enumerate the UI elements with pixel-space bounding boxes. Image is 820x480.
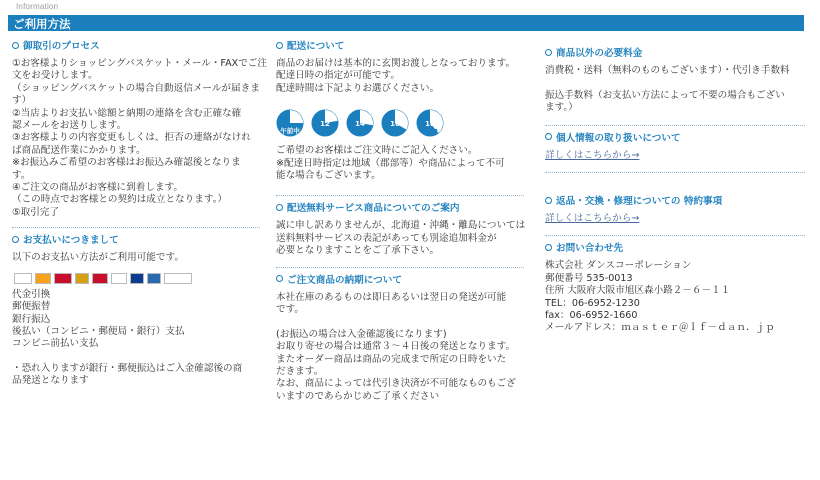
column-right bbox=[545, 47, 805, 335]
circle-bullet-icon bbox=[276, 275, 283, 282]
delivery-text bbox=[276, 58, 524, 95]
text-line: fax：06-6952-1660 bbox=[545, 310, 638, 322]
delivery-time-badge bbox=[381, 109, 409, 137]
card-logo-saison bbox=[130, 273, 144, 284]
card-logo-amex bbox=[147, 273, 161, 284]
payment-method-item: 代金引換 bbox=[12, 288, 51, 300]
card-logos bbox=[12, 273, 260, 287]
text-line: 文をお受けします。 bbox=[12, 70, 98, 82]
text-line: ば商品配送作業にかかります。 bbox=[12, 144, 146, 156]
circle-bullet-icon bbox=[12, 42, 19, 49]
circle-bullet-icon bbox=[545, 197, 552, 204]
delivery-time-badge bbox=[276, 109, 304, 137]
section-heading-free-shipping: 配送無料サービス商品についてのご案内 bbox=[276, 202, 524, 216]
text-line bbox=[545, 77, 805, 89]
circle-bullet-icon bbox=[276, 204, 283, 211]
delivery-time-badge bbox=[311, 109, 339, 137]
circle-bullet-icon bbox=[276, 42, 283, 49]
payment-methods bbox=[12, 289, 260, 351]
text-line: ・恐れ入りますが銀行・郵便振込はご入金確認後の商 bbox=[12, 362, 243, 374]
text-line: 郵便番号 535-0013 bbox=[545, 272, 633, 284]
text-line: ④ご注文の商品がお客様に到着します。 bbox=[12, 182, 183, 194]
svg-text:14: 14 bbox=[355, 120, 365, 129]
text-line: いますのであらかじめご了承ください bbox=[276, 390, 440, 402]
text-line: （ショッピングバスケットの場合自動返信メールが届きま bbox=[12, 82, 260, 94]
section-heading-returns: 返品・交換・修理についての 特約事項 bbox=[545, 195, 805, 209]
payment-method-item: コンビニ前払い支払 bbox=[12, 338, 99, 350]
text-line: ※お振込みご希望のお客様はお振込み確認後となりま bbox=[12, 157, 241, 169]
text-line: ます。） bbox=[545, 102, 578, 114]
circle-bullet-icon bbox=[545, 133, 552, 140]
card-logo-visa bbox=[14, 273, 32, 284]
card-logo-jcb bbox=[75, 273, 89, 284]
text-line: 誠に申し訳ありませんが、北海道・沖縄・離島については bbox=[276, 220, 526, 232]
payment-method-item: 後払い（コンビニ・郵便局・銀行）支払 bbox=[12, 325, 185, 337]
page-title: ご利用方法 bbox=[13, 17, 71, 31]
svg-text:午前中: 午前中 bbox=[280, 127, 300, 136]
section-heading-contact: お問い合わせ先 bbox=[545, 242, 805, 256]
text-line: 配達日時の指定が可能です。 bbox=[276, 70, 400, 82]
text-line: ⑤取引完了 bbox=[12, 206, 59, 218]
text-line: ご希望のお客様はご注文時にご記入ください。 bbox=[276, 145, 478, 157]
text-line: お取り寄せの場合は通常３～４日後の発送となります。 bbox=[276, 341, 516, 353]
lead-time-text bbox=[276, 292, 524, 404]
text-line bbox=[276, 316, 524, 328]
divider bbox=[276, 195, 524, 196]
section-heading-fees: 商品以外の必要料金 bbox=[545, 47, 805, 61]
text-line: 住所 大阪府大阪市旭区森小路２－６－１１ bbox=[545, 285, 731, 297]
payment-intro: 以下のお支払い方法がご利用可能です。 bbox=[12, 252, 184, 264]
circle-bullet-icon bbox=[12, 236, 19, 243]
section-heading-privacy: 個人情報の取り扱いについて bbox=[545, 132, 805, 146]
text-line: 能な場合もございます。 bbox=[276, 170, 381, 182]
text-line: （この時点でお客様との契約は成立となります。） bbox=[12, 194, 228, 206]
process-text bbox=[12, 58, 267, 219]
divider bbox=[545, 172, 805, 173]
divider bbox=[545, 125, 805, 126]
divider bbox=[276, 267, 524, 268]
text-line: 消費税・送料（無料のものもございます）・代引き手数料 bbox=[545, 65, 790, 76]
svg-text:18: 18 bbox=[394, 128, 404, 137]
text-line: なお、商品によっては代引き決済が不可能なものもござ bbox=[276, 378, 516, 390]
card-logo-ufj bbox=[111, 273, 127, 284]
text-line: ①お客様よりショッピングバスケット・メール・FAXでご注 bbox=[12, 58, 267, 69]
text-line: ③お客様よりの内容変更もしくは、拒否の連絡がなけれ bbox=[12, 132, 251, 144]
text-line: 必要となりますことをご了承下さい。 bbox=[276, 245, 440, 257]
payment-note bbox=[12, 363, 260, 388]
text-line: (お振込の場合は入金確認後になります) bbox=[276, 328, 447, 340]
payment-method-item: 銀行振込 bbox=[12, 313, 51, 325]
column-middle bbox=[276, 40, 524, 403]
column-left bbox=[12, 40, 267, 388]
text-line: 認メールをお送りします。 bbox=[12, 120, 127, 132]
text-line: メールアドレス：ｍａｓｔｅｒ＠ｌｆ－ｄａｎ．ｊｐ bbox=[545, 322, 775, 334]
section-heading-delivery: 配送について bbox=[276, 40, 524, 54]
free-shipping-text bbox=[276, 220, 524, 257]
divider bbox=[545, 235, 805, 236]
card-logo-nicos bbox=[54, 273, 72, 284]
text-line: 配達時間は下記よりお選びください。 bbox=[276, 82, 440, 94]
information-label: Information bbox=[16, 2, 59, 11]
text-line: 振込手数料（お支払い方法によって不要の場合もござい bbox=[545, 89, 785, 101]
text-line: 品発送となります bbox=[12, 375, 89, 387]
svg-text:16: 16 bbox=[390, 120, 400, 129]
delivery-time-badge bbox=[416, 109, 444, 137]
text-line: ②当店よりお支払い総額と納期の連絡を含む正確な確 bbox=[12, 107, 242, 119]
contact-text bbox=[545, 260, 805, 334]
delivery-notes bbox=[276, 145, 524, 182]
card-logo-diners bbox=[164, 273, 192, 284]
text-line: TEL：06-6952-1230 bbox=[545, 297, 640, 309]
text-line: またオーダー商品は商品の完成まで所定の日時をいた bbox=[276, 353, 507, 365]
svg-text:18: 18 bbox=[425, 120, 435, 129]
card-logo-dc bbox=[92, 273, 108, 284]
circle-bullet-icon bbox=[545, 49, 552, 56]
text-line: 送料無料サービスの表記があっても別途追加料金が bbox=[276, 232, 497, 244]
returns-details-link[interactable]: 詳しくはこちらから→ bbox=[545, 213, 640, 225]
text-line: ※配達日時指定は地域（郡部等）や商品によって不可 bbox=[276, 157, 505, 169]
text-line: 株式会社 ダンスコーポレーション bbox=[545, 260, 692, 272]
svg-text:12: 12 bbox=[320, 120, 330, 129]
svg-text:16: 16 bbox=[359, 128, 369, 137]
title-bar bbox=[8, 15, 804, 31]
svg-text:21: 21 bbox=[429, 128, 439, 137]
fees-text bbox=[545, 65, 805, 115]
section-heading-process: 御取引のプロセス bbox=[12, 40, 260, 54]
delivery-time-badge bbox=[346, 109, 374, 137]
text-line: す。 bbox=[12, 169, 31, 181]
divider bbox=[12, 227, 260, 228]
text-line: す） bbox=[12, 95, 32, 107]
section-heading-lead-time: ご注文商品の納期について bbox=[276, 274, 524, 288]
text-line: 本社在庫のあるものは即日あるいは翌日の発送が可能 bbox=[276, 291, 507, 303]
circle-bullet-icon bbox=[545, 244, 552, 251]
text-line: だきます。 bbox=[276, 366, 324, 378]
delivery-time-badges bbox=[276, 109, 524, 139]
svg-text:14: 14 bbox=[324, 128, 334, 137]
payment-method-item: 郵便振替 bbox=[12, 301, 51, 313]
section-heading-payment: お支払いにつきまして bbox=[12, 234, 260, 248]
text-line: 商品のお届けは基本的に玄関お渡しとなっております。 bbox=[276, 58, 516, 69]
text-line: です。 bbox=[276, 304, 305, 316]
privacy-details-link[interactable]: 詳しくはこちらから→ bbox=[545, 149, 640, 161]
card-logo-mc bbox=[35, 273, 51, 284]
